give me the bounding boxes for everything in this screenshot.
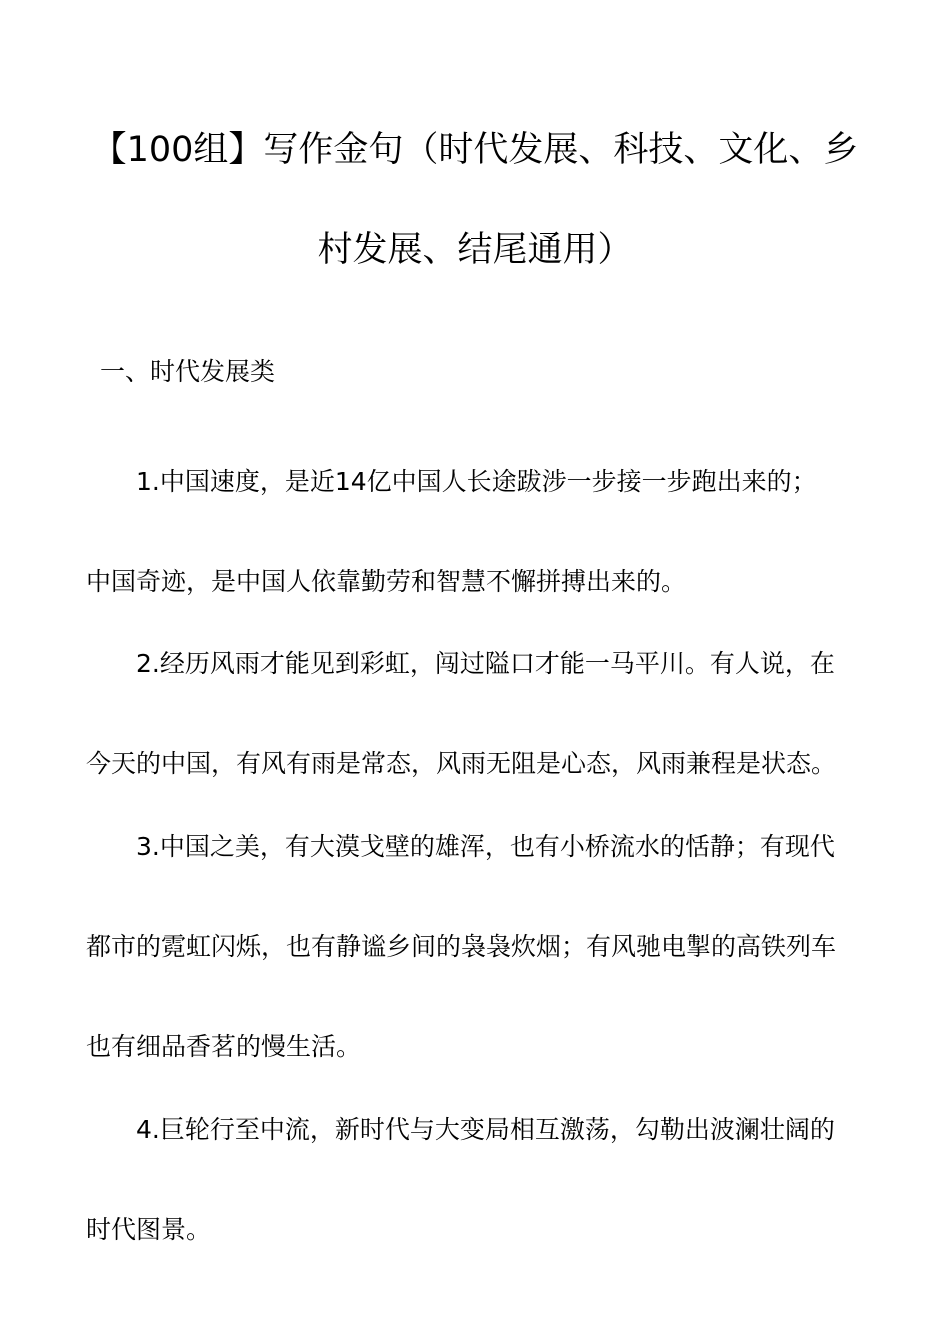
section-heading: 一、时代发展类 (100, 357, 276, 386)
paragraph-2-line-1: 2.经历风雨才能见到彩虹，闯过隘口才能一马平川。有人说，在 (136, 649, 835, 678)
paragraph-1-line-1: 1.中国速度，是近14亿中国人长途跋涉一步接一步跑出来的； (136, 467, 817, 496)
paragraph-1-line-2: 中国奇迹，是中国人依靠勤劳和智慧不懈拼搏出来的。 (86, 567, 687, 596)
paragraph-2-line-2: 今天的中国，有风有雨是常态，风雨无阻是心态，风雨兼程是状态。 (86, 749, 837, 778)
paragraph-4-line-2: 时代图景。 (86, 1215, 212, 1244)
paragraph-4-line-1: 4.巨轮行至中流，新时代与大变局相互激荡，勾勒出波澜壮阔的 (136, 1115, 835, 1144)
paragraph-3-line-3: 也有细品香茗的慢生活。 (86, 1032, 362, 1061)
document-title-line-1: 【100组】写作金句（时代发展、科技、文化、乡 (91, 130, 859, 170)
paragraph-3-line-2: 都市的霓虹闪烁，也有静谧乡间的袅袅炊烟；有风驰电掣的高铁列车 (86, 932, 837, 961)
paragraph-3-line-1: 3.中国之美，有大漠戈壁的雄浑，也有小桥流水的恬静；有现代 (136, 832, 835, 861)
document-title-line-2: 村发展、结尾通用） (317, 230, 633, 270)
